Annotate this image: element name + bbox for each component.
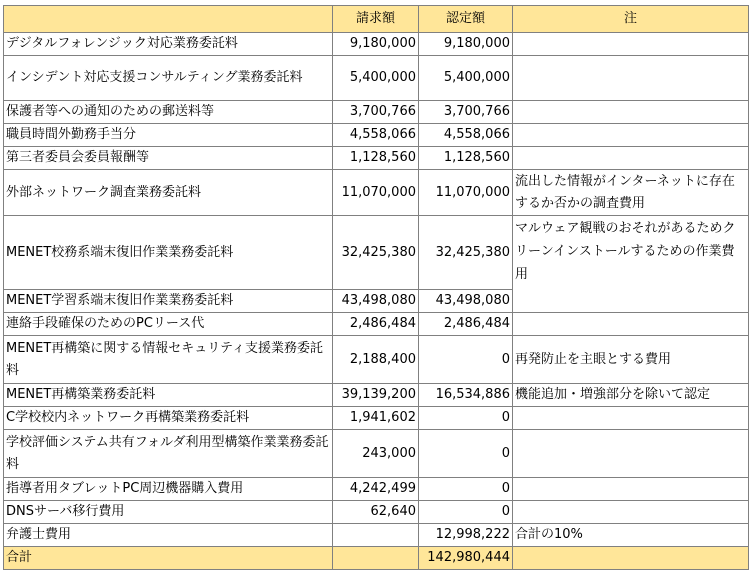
- note: 合計の10%: [513, 524, 749, 547]
- claimed-amount: 2,486,484: [333, 313, 419, 336]
- item-name: 指導者用タブレットPC周辺機器購入費用: [4, 478, 333, 501]
- claimed-amount: 4,558,066: [333, 124, 419, 147]
- claimed-amount: 9,180,000: [333, 33, 419, 56]
- approved-amount: 11,070,000: [419, 170, 513, 216]
- item-name: DNSサーバ移行費用: [4, 501, 333, 524]
- total-claimed: [333, 547, 419, 570]
- note: [513, 124, 749, 147]
- claimed-amount: 3,700,766: [333, 101, 419, 124]
- item-name: デジタルフォレンジック対応業務委託料: [4, 33, 333, 56]
- claimed-amount: 11,070,000: [333, 170, 419, 216]
- table-row: [4, 430, 749, 478]
- item-name: MENET再構築に関する情報セキュリティ支援業務委託料: [4, 336, 333, 384]
- table-row: [4, 313, 749, 336]
- total-row: [4, 547, 749, 570]
- header-approved: 認定額: [419, 6, 513, 33]
- note: [513, 101, 749, 124]
- note: [513, 56, 749, 101]
- approved-amount: 32,425,380: [419, 216, 513, 290]
- approved-amount: 16,534,886: [419, 384, 513, 407]
- note: 機能追加・増強部分を除いて認定: [513, 384, 749, 407]
- header-row: [4, 6, 749, 33]
- table-row: [4, 101, 749, 124]
- item-name: C学校校内ネットワーク再構築業務委託料: [4, 407, 333, 430]
- table-row: [4, 407, 749, 430]
- note: マルウェア観戦のおそれがあるためクリーンインストールするための作業費用: [513, 216, 749, 313]
- item-name: 連絡手段確保のためのPCリース代: [4, 313, 333, 336]
- note: [513, 313, 749, 336]
- table-row: [4, 384, 749, 407]
- approved-amount: 5,400,000: [419, 56, 513, 101]
- approved-amount: 2,486,484: [419, 313, 513, 336]
- item-name: 弁護士費用: [4, 524, 333, 547]
- table-row: [4, 56, 749, 101]
- claimed-amount: 32,425,380: [333, 216, 419, 290]
- claimed-amount: 2,188,400: [333, 336, 419, 384]
- item-name: インシデント対応支援コンサルティング業務委託料: [4, 56, 333, 101]
- claimed-amount: 43,498,080: [333, 290, 419, 313]
- total-note: [513, 547, 749, 570]
- item-name: MENET学習系端末復旧作業業務委託料: [4, 290, 333, 313]
- note: [513, 407, 749, 430]
- total-label: 合計: [4, 547, 333, 570]
- table-row: [4, 170, 749, 216]
- approved-amount: 0: [419, 478, 513, 501]
- item-name: 外部ネットワーク調査業務委託料: [4, 170, 333, 216]
- table-row: [4, 524, 749, 547]
- approved-amount: 3,700,766: [419, 101, 513, 124]
- claimed-amount: 243,000: [333, 430, 419, 478]
- note: [513, 478, 749, 501]
- item-name: MENET校務系端末復旧作業業務委託料: [4, 216, 333, 290]
- note: [513, 147, 749, 170]
- approved-amount: 12,998,222: [419, 524, 513, 547]
- approved-amount: 0: [419, 336, 513, 384]
- header-name: [4, 6, 333, 33]
- claimed-amount: 1,128,560: [333, 147, 419, 170]
- item-name: 職員時間外勤務手当分: [4, 124, 333, 147]
- note: 再発防止を主眼とする費用: [513, 336, 749, 384]
- table-row: [4, 216, 749, 290]
- note: [513, 430, 749, 478]
- approved-amount: 0: [419, 407, 513, 430]
- table-row: [4, 33, 749, 56]
- note: [513, 33, 749, 56]
- item-name: MENET再構築業務委託料: [4, 384, 333, 407]
- table-row: [4, 478, 749, 501]
- note: 流出した情報がインターネットに存在するか否かの調査費用: [513, 170, 749, 216]
- table-row: [4, 124, 749, 147]
- claimed-amount: [333, 524, 419, 547]
- claimed-amount: 5,400,000: [333, 56, 419, 101]
- note: [513, 501, 749, 524]
- claimed-amount: 62,640: [333, 501, 419, 524]
- approved-amount: 43,498,080: [419, 290, 513, 313]
- item-name: 第三者委員会委員報酬等: [4, 147, 333, 170]
- table-row: [4, 336, 749, 384]
- approved-amount: 0: [419, 501, 513, 524]
- damages-table: [3, 5, 749, 570]
- approved-amount: 1,128,560: [419, 147, 513, 170]
- total-approved: 142,980,444: [419, 547, 513, 570]
- item-name: 保護者等への通知のための郵送料等: [4, 101, 333, 124]
- approved-amount: 9,180,000: [419, 33, 513, 56]
- approved-amount: 4,558,066: [419, 124, 513, 147]
- item-name: 学校評価システム共有フォルダ利用型構築作業業務委託料: [4, 430, 333, 478]
- header-claimed: 請求額: [333, 6, 419, 33]
- claimed-amount: 39,139,200: [333, 384, 419, 407]
- claimed-amount: 1,941,602: [333, 407, 419, 430]
- claimed-amount: 4,242,499: [333, 478, 419, 501]
- approved-amount: 0: [419, 430, 513, 478]
- header-note: 注: [513, 6, 749, 33]
- table-row: [4, 501, 749, 524]
- table-row: [4, 147, 749, 170]
